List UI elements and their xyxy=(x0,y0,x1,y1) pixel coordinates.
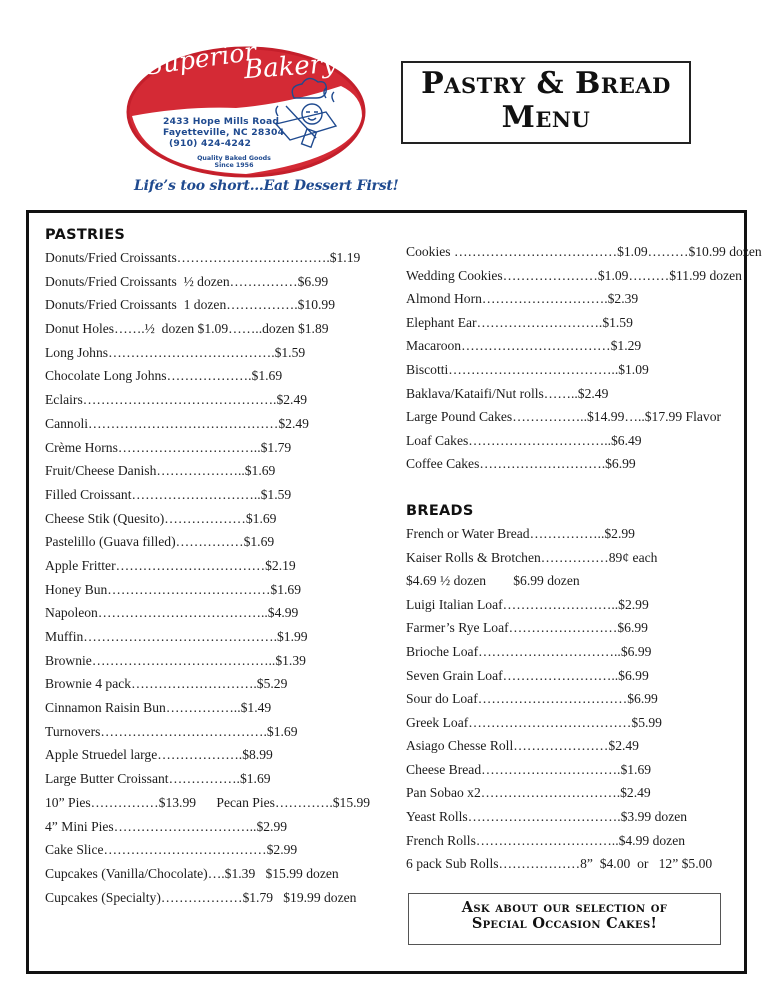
menu-item: Brownie…………………………………..$1.39 xyxy=(45,652,306,668)
menu-item: French Rolls…………………………..$4.99 dozen xyxy=(406,832,686,848)
menu-item: 4” Mini Pies…………………………..$2.99 xyxy=(45,818,288,834)
menu-item: Filled Croissant………………………..$1.59 xyxy=(45,486,292,502)
menu-item: Elephant Ear……………………….$1.59 xyxy=(406,314,633,330)
address-phone: (910) 424-4242 xyxy=(169,138,252,149)
address-city: Fayetteville, NC 28304 xyxy=(163,127,285,138)
menu-item: Luigi Italian Loaf……………………..$2.99 xyxy=(406,596,649,612)
menu-item: Crème Horns…………………………..$1.79 xyxy=(45,439,292,455)
menu-item: Honey Bun………………………………$1.69 xyxy=(45,581,302,597)
menu-item: Wedding Cookies…………………$1.09………$11.99 dozen xyxy=(406,267,742,283)
breads-heading: BREADS xyxy=(406,502,474,519)
menu-item: Baklava/Kataifi/Nut rolls……..$2.49 xyxy=(406,385,609,401)
right-column xyxy=(406,240,762,876)
menu-item: Eclairs…………………………………….$2.49 xyxy=(45,392,308,408)
menu-item: Cupcakes (Specialty)………………$1.79 $19.99 dozen xyxy=(45,889,357,905)
menu-item: Donuts/Fried Croissants ½ dozen……………$6.99 xyxy=(45,273,329,289)
menu-item: Sour do Loaf……………………………$6.99 xyxy=(406,691,658,707)
menu-item: Cheese Stik (Quesito)………………$1.69 xyxy=(45,510,277,526)
menu-item: Brownie 4 pack……………………….$5.29 xyxy=(45,676,288,692)
tagline-line2: Since 1956 xyxy=(214,162,254,169)
menu-item: Donuts/Fried Croissants…………………………….$1.19 xyxy=(45,250,361,265)
menu-item: Cinnamon Raisin Bun……………..$1.49 xyxy=(45,700,272,716)
address-street: 2433 Hope Mills Road xyxy=(163,116,280,127)
menu-item: 10” Pies……………$13.99 Pecan Pies………….$15.99 xyxy=(45,794,371,810)
special-cakes-callout xyxy=(408,893,721,945)
menu-item: Seven Grain Loaf……………………..$6.99 xyxy=(406,667,649,683)
menu-item: Cheese Bread………………………….$1.69 xyxy=(406,761,652,777)
menu-item: Yeast Rolls…………………………….$3.99 dozen xyxy=(406,809,688,825)
section-spacer xyxy=(406,476,746,500)
menu-item: Apple Fritter……………………………$2.19 xyxy=(45,557,296,573)
logo-name-bakery: Bakery xyxy=(243,48,338,86)
menu-item: Biscotti………………………………..$1.09 xyxy=(406,361,649,377)
menu-item: Turnovers……………………………….$1.69 xyxy=(45,723,298,739)
menu-item: Muffin…………………………………….$1.99 xyxy=(45,629,308,644)
menu-item: Loaf Cakes…………………………..$6.49 xyxy=(406,432,642,448)
menu-item: Large Pound Cakes……………..$14.99…..$17.99 Flavor xyxy=(406,409,722,425)
menu-item: Almond Horn……………………….$2.39 xyxy=(406,291,639,307)
menu-item: Asiago Chesse Roll…………………$2.49 xyxy=(406,738,639,754)
menu-title-line1: Pastry & Bread xyxy=(421,66,671,101)
menu-item: Long Johns……………………………….$1.59 xyxy=(45,344,306,360)
menu-item: Greek Loaf………………………………$5.99 xyxy=(406,714,662,730)
menu-title-box xyxy=(401,61,691,144)
menu-item: Coffee Cakes……………………….$6.99 xyxy=(406,456,636,472)
menu-item: Farmer’s Rye Loaf……………………$6.99 xyxy=(406,620,648,636)
menu-item: Donut Holes…….½ dozen $1.09……..dozen $1.89 xyxy=(45,321,329,337)
menu-item: $4.69 ½ dozen $6.99 dozen xyxy=(406,573,580,589)
menu-item: Napoleon………………………………..$4.99 xyxy=(45,605,299,621)
menu-item: Apple Struedel large……………….$8.99 xyxy=(45,747,273,763)
tagline-line1: Quality Baked Goods xyxy=(197,155,271,162)
pastries-heading: PASTRIES xyxy=(45,227,126,243)
callout-line2: Special Occasion Cakes! xyxy=(471,915,658,932)
menu-item: Chocolate Long Johns……………….$1.69 xyxy=(45,368,283,384)
menu-item: Brioche Loaf…………………………..$6.99 xyxy=(406,643,652,659)
menu-item: Cookies ………………………………$1.09………$10.99 dozen xyxy=(406,244,762,259)
callout-line1: Ask about our selection of xyxy=(461,899,668,916)
menu-item: Donuts/Fried Croissants 1 dozen…………….$10.99 xyxy=(45,297,335,313)
menu-item: French or Water Bread……………..$2.99 xyxy=(406,525,635,541)
menu-item: Cake Slice………………………………$2.99 xyxy=(45,842,298,858)
menu-item: Fruit/Cheese Danish………………..$1.69 xyxy=(45,463,276,479)
menu-item: Macaroon……………………………$1.29 xyxy=(406,338,642,354)
menu-item: 6 pack Sub Rolls………………8” $4.00 or 12” $5.00 xyxy=(406,856,713,872)
logo-tagline xyxy=(194,155,274,169)
menu-item: Pan Sobao x2………………………….$2.49 xyxy=(406,785,651,801)
menu-item: Cannoli……………………………………$2.49 xyxy=(45,415,309,431)
bakery-logo xyxy=(126,36,366,178)
logo-name-superior: Superior xyxy=(144,36,258,81)
menu-item: Cupcakes (Vanilla/Chocolate)….$1.39 $15.99 dozen xyxy=(45,865,339,881)
menu-title-line2: Menu xyxy=(501,100,591,135)
pastries-column xyxy=(45,224,385,909)
menu-item: Large Butter Croissant…………….$1.69 xyxy=(45,771,271,787)
menu-item: Pastelillo (Guava filled)……………$1.69 xyxy=(45,534,275,550)
menu-item: Kaiser Rolls & Brotchen……………89¢ each xyxy=(406,549,658,565)
slogan: Life’s too short…Eat Dessert First! xyxy=(134,178,399,194)
logo-address xyxy=(163,116,284,149)
